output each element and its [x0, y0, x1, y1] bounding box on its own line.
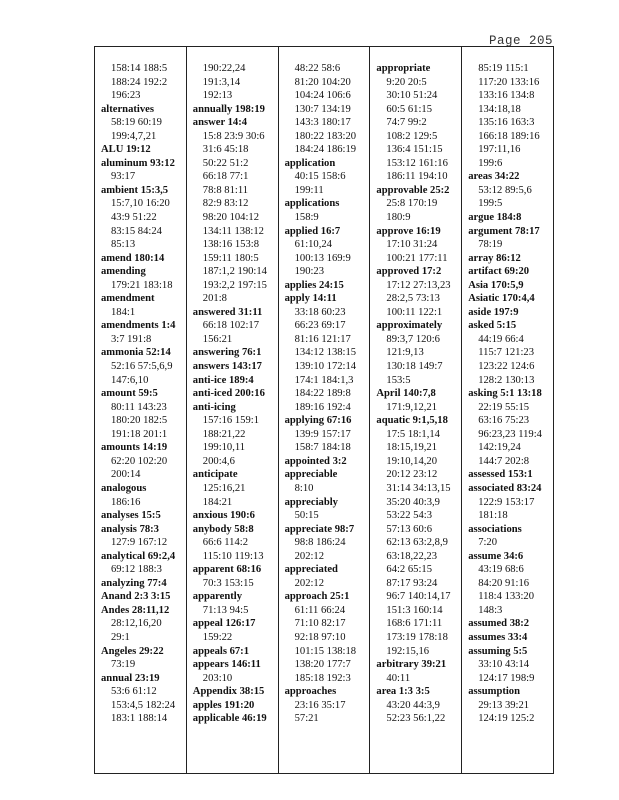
index-reference: 60:5 61:15: [386, 103, 433, 115]
index-term: associated 83:24: [468, 482, 542, 494]
index-term: apples 191:20: [192, 699, 255, 711]
index-reference: 98:20 104:12: [202, 212, 260, 224]
index-reference: 180:22 183:20: [294, 130, 357, 142]
index-column-2: [187, 47, 279, 773]
index-reference: 44:19 66:4: [478, 333, 524, 345]
index-term: Andes 28:11,12: [101, 604, 170, 616]
index-term: assumes 33:4: [468, 631, 528, 643]
index-term: aquatic 9:1,5,18: [376, 415, 448, 427]
index-reference: 100:11 122:1: [386, 306, 443, 318]
index-reference: 157:16 159:1: [202, 415, 260, 427]
index-term: artifact 69:20: [468, 266, 530, 278]
index-reference: 58:19 60:19: [111, 117, 162, 129]
index-term: approach 25:1: [284, 591, 350, 603]
index-reference: 69:12 188:3: [111, 564, 162, 576]
index-reference: 85:13: [111, 239, 136, 251]
page-number: Page 205: [488, 34, 553, 48]
index-term: application: [284, 157, 336, 169]
index-table: [94, 46, 554, 774]
index-term: applies 24:15: [284, 279, 344, 291]
index-reference: 19:10,14,20: [386, 455, 438, 467]
index-term: Asiatic 170:4,4: [468, 293, 535, 305]
index-reference: 187:1,2 190:14: [202, 266, 267, 278]
index-term: approve 16:19: [376, 225, 441, 237]
index-term: assessed 153:1: [468, 469, 533, 481]
index-reference: 64:2 65:15: [386, 564, 433, 576]
index-term: alternatives: [101, 103, 154, 115]
index-reference: 70:3 153:15: [202, 577, 254, 589]
index-reference: 74:7 99:2: [386, 117, 427, 129]
index-reference: 189:16 192:4: [294, 401, 351, 413]
index-reference: 139:9 157:17: [294, 428, 351, 440]
index-reference: 179:21 183:18: [111, 279, 173, 291]
index-reference: 57:13 60:6: [386, 523, 433, 535]
index-reference: 138:16 153:8: [202, 239, 260, 251]
index-reference: 81:20 104:20: [294, 76, 351, 88]
index-reference: 192:13: [202, 90, 233, 102]
index-reference: 100:13 169:9: [294, 252, 351, 264]
index-reference: 71:13 94:5: [202, 604, 249, 616]
index-term: appropriate: [376, 63, 431, 74]
index-term: amend 180:14: [101, 252, 165, 264]
index-term: anxious 190:6: [192, 510, 255, 522]
index-reference: 92:18 97:10: [294, 631, 346, 643]
index-reference: 200:4,6: [202, 455, 235, 467]
index-reference: 108:2 129:5: [386, 130, 438, 142]
index-term: applied 16:7: [284, 225, 341, 237]
index-reference: 153:4,5 182:24: [111, 699, 176, 711]
index-reference: 117:20 133:16: [478, 76, 540, 88]
index-reference: 134:12 138:15: [294, 347, 357, 359]
index-reference: 181:18: [478, 510, 508, 522]
index-reference: 98:8 186:24: [294, 537, 346, 549]
index-reference: 130:7 134:19: [294, 103, 351, 115]
index-reference: 199:6: [478, 157, 503, 169]
index-reference: 184:24 186:19: [294, 144, 357, 156]
index-reference: 147:6,10: [111, 374, 149, 386]
index-reference: 35:20 40:3,9: [386, 496, 440, 508]
index-reference: 180:20 182:5: [111, 415, 168, 427]
index-reference: 156:21: [202, 333, 233, 345]
index-reference: 159:22: [202, 631, 233, 643]
index-reference: 28:2,5 73:13: [386, 293, 440, 305]
index-term: annual 23:19: [101, 672, 160, 684]
index-term: area 1:3 3:5: [376, 686, 430, 698]
index-reference: 168:6 171:11: [386, 618, 443, 630]
index-term: amendment: [101, 293, 155, 305]
index-term: ambient 15:3,5: [101, 184, 169, 196]
index-reference: 144:7 202:8: [478, 455, 530, 467]
index-reference: 158:14 188:5: [111, 63, 168, 74]
index-term: answered 31:11: [192, 306, 263, 318]
index-term: anybody 58:8: [192, 523, 254, 535]
index-column-5: [462, 47, 553, 773]
index-reference: 43:9 51:22: [111, 212, 157, 224]
index-reference: 158:7 184:18: [294, 442, 351, 454]
index-reference: 17:10 31:24: [386, 239, 438, 251]
index-term: argument 78:17: [468, 225, 540, 237]
index-reference: 89:3,7 120:6: [386, 333, 440, 345]
index-reference: 136:4 151:15: [386, 144, 443, 156]
index-term: anti-iced 200:16: [192, 388, 265, 400]
index-reference: 66:23 69:17: [294, 320, 346, 332]
index-term: amounts 14:19: [101, 442, 168, 454]
index-reference: 9:20 20:5: [386, 76, 427, 88]
index-reference: 29:1: [111, 631, 130, 643]
index-reference: 50:15: [294, 510, 319, 522]
index-reference: 139:10 172:14: [294, 361, 357, 373]
index-term: answering 76:1: [192, 347, 262, 359]
index-reference: 166:18 189:16: [478, 130, 540, 142]
index-term: approvable 25:2: [376, 184, 450, 196]
index-term: areas 34:22: [468, 171, 520, 183]
index-reference: 61:11 66:24: [294, 604, 346, 616]
index-term: annually 198:19: [192, 103, 265, 115]
index-reference: 63:16 75:23: [478, 415, 530, 427]
index-reference: 33:18 60:23: [294, 306, 346, 318]
index-term: anticipate: [192, 469, 238, 481]
index-reference: 101:15 138:18: [294, 645, 357, 657]
index-reference: 124:19 125:2: [478, 713, 535, 725]
index-reference: 84:20 91:16: [478, 577, 530, 589]
index-term: apply 14:11: [284, 293, 337, 305]
index-reference: 31:6 45:18: [202, 144, 249, 156]
index-term: appeal 126:17: [192, 618, 256, 630]
index-term: analyses 15:5: [101, 510, 161, 522]
index-reference: 17:5 18:1,14: [386, 428, 440, 440]
index-reference: 134:18,18: [478, 103, 521, 115]
index-term: assume 34:6: [468, 550, 524, 562]
index-reference: 199:11: [294, 184, 324, 196]
index-term: appreciable: [284, 469, 338, 481]
index-term: analysis 78:3: [101, 523, 159, 535]
index-column-3: [279, 47, 371, 773]
index-column-4: [370, 47, 462, 773]
index-reference: 53:12 89:5,6: [478, 184, 532, 196]
index-reference: 190:22,24: [202, 63, 246, 74]
index-term: amendments 1:4: [101, 320, 176, 332]
index-reference: 121:9,13: [386, 347, 424, 359]
index-term: approximately: [376, 320, 443, 332]
index-term: applications: [284, 198, 340, 210]
index-reference: 148:3: [478, 604, 503, 616]
index-term: aluminum 93:12: [101, 157, 175, 169]
index-term: assumed 38:2: [468, 618, 530, 630]
index-reference: 202:12: [294, 577, 325, 589]
index-reference: 115:7 121:23: [478, 347, 535, 359]
index-term: approaches: [284, 686, 337, 698]
index-reference: 18:15,19,21: [386, 442, 438, 454]
index-reference: 30:10 51:24: [386, 90, 438, 102]
index-reference: 61:10,24: [294, 239, 332, 251]
index-reference: 53:22 54:3: [386, 510, 433, 522]
index-reference: 188:21,22: [202, 428, 246, 440]
index-reference: 83:15 84:24: [111, 225, 162, 237]
index-term: apparently: [192, 591, 243, 603]
index-reference: 173:19 178:18: [386, 631, 448, 643]
index-term: asked 5:15: [468, 320, 517, 332]
index-reference: 185:18 192:3: [294, 672, 351, 684]
index-reference: 128:2 130:13: [478, 374, 535, 386]
index-reference: 180:9: [386, 212, 411, 224]
index-reference: 125:16,21: [202, 482, 246, 494]
index-reference: 124:17 198:9: [478, 672, 535, 684]
index-reference: 73:19: [111, 659, 136, 671]
index-term: appreciate 98:7: [284, 523, 355, 535]
index-reference: 191:18 201:1: [111, 428, 168, 440]
index-reference: 130:18 149:7: [386, 361, 443, 373]
index-reference: 87:17 93:24: [386, 577, 438, 589]
index-reference: 78:8 81:11: [202, 184, 249, 196]
index-reference: 188:24 192:2: [111, 76, 168, 88]
index-term: anti-icing: [192, 401, 236, 413]
index-term: associations: [468, 523, 522, 535]
index-reference: 151:3 160:14: [386, 604, 443, 616]
index-term: appears 146:11: [192, 659, 261, 671]
index-reference: 22:19 55:15: [478, 401, 530, 413]
index-reference: 142:19,24: [478, 442, 521, 454]
index-reference: 197:11,16: [478, 144, 521, 156]
index-reference: 96:23,23 119:4: [478, 428, 542, 440]
index-reference: 40:15 158:6: [294, 171, 346, 183]
index-reference: 66:6 114:2: [202, 537, 249, 549]
index-reference: 7:20: [478, 537, 498, 549]
index-reference: 133:16 134:8: [478, 90, 535, 102]
index-term: answer 14:4: [192, 117, 248, 129]
index-term: appreciably: [284, 496, 338, 508]
index-term: appreciated: [284, 564, 338, 576]
index-reference: 199:4,7,21: [111, 130, 157, 142]
index-reference: 8:10: [294, 482, 314, 494]
index-term: anti-ice 189:4: [192, 374, 254, 386]
index-reference: 78:19: [478, 239, 503, 251]
index-term: analogous: [101, 482, 147, 494]
index-reference: 25:8 170:19: [386, 198, 438, 210]
index-reference: 80:11 143:23: [111, 401, 167, 413]
index-reference: 63:18,22,23: [386, 550, 438, 562]
index-term: approved 17:2: [376, 266, 442, 278]
index-term: Angeles 29:22: [101, 645, 164, 657]
index-reference: 159:11 180:5: [202, 252, 259, 264]
index-reference: 184:1: [111, 306, 136, 318]
index-term: array 86:12: [468, 252, 521, 264]
index-term: argue 184:8: [468, 212, 522, 224]
index-reference: 171:9,12,21: [386, 401, 438, 413]
index-reference: 40:11: [386, 672, 411, 684]
index-term: apparent 68:16: [192, 564, 262, 576]
index-reference: 135:16 163:3: [478, 117, 535, 129]
index-term: analytical 69:2,4: [101, 550, 176, 562]
index-reference: 201:8: [202, 293, 227, 305]
index-reference: 17:12 27:13,23: [386, 279, 451, 291]
index-reference: 62:20 102:20: [111, 455, 168, 467]
index-reference: 134:11 138:12: [202, 225, 264, 237]
index-term: arbitrary 39:21: [376, 659, 447, 671]
index-reference: 191:3,14: [202, 76, 241, 88]
index-reference: 158:9: [294, 212, 319, 224]
index-reference: 143:3 180:17: [294, 117, 351, 129]
index-reference: 184:21: [202, 496, 233, 508]
index-term: answers 143:17: [192, 361, 262, 373]
index-reference: 33:10 43:14: [478, 659, 530, 671]
index-reference: 50:22 51:2: [202, 157, 249, 169]
index-term: assumption: [468, 686, 520, 698]
index-reference: 153:12 161:16: [386, 157, 448, 169]
index-reference: 93:17: [111, 171, 136, 183]
index-reference: 123:22 124:6: [478, 361, 535, 373]
index-reference: 192:15,16: [386, 645, 430, 657]
index-term: appeals 67:1: [192, 645, 250, 657]
index-reference: 48:22 58:6: [294, 63, 341, 74]
index-term: amending: [101, 266, 146, 278]
index-reference: 100:21 177:11: [386, 252, 448, 264]
index-term: ALU 19:12: [101, 144, 151, 156]
index-reference: 199:10,11: [202, 442, 246, 454]
index-reference: 190:23: [294, 266, 325, 278]
index-reference: 62:13 63:2,8,9: [386, 537, 448, 549]
index-reference: 29:13 39:21: [478, 699, 530, 711]
index-term: assuming 5:5: [468, 645, 528, 657]
index-term: ammonia 52:14: [101, 347, 171, 359]
index-term: aside 197:9: [468, 306, 519, 318]
index-reference: 196:23: [111, 90, 141, 102]
index-reference: 23:16 35:17: [294, 699, 346, 711]
index-reference: 3:7 191:8: [111, 333, 152, 345]
index-term: appointed 3:2: [284, 455, 347, 467]
index-reference: 31:14 34:13,15: [386, 482, 451, 494]
index-reference: 66:18 102:17: [202, 320, 260, 332]
index-reference: 85:19 115:1: [478, 63, 529, 74]
index-term: April 140:7,8: [376, 388, 436, 400]
index-reference: 183:1 188:14: [111, 713, 168, 725]
index-reference: 122:9 153:17: [478, 496, 535, 508]
index-term: analyzing 77:4: [101, 577, 167, 589]
index-reference: 104:24 106:6: [294, 90, 351, 102]
index-reference: 186:16: [111, 496, 141, 508]
index-reference: 184:22 189:8: [294, 388, 351, 400]
index-reference: 186:11 194:10: [386, 171, 448, 183]
index-reference: 115:10 119:13: [202, 550, 264, 562]
index-reference: 52:23 56:1,22: [386, 713, 446, 725]
index-reference: 15:7,10 16:20: [111, 198, 170, 210]
index-reference: 203:10: [202, 672, 233, 684]
index-reference: 200:14: [111, 469, 141, 481]
index-term: Anand 2:3 3:15: [101, 591, 171, 603]
index-reference: 52:16 57:5,6,9: [111, 361, 173, 373]
index-term: asking 5:1 13:18: [468, 388, 542, 400]
index-reference: 81:16 121:17: [294, 333, 351, 345]
index-term: applicable 46:19: [192, 713, 267, 725]
index-term: amount 59:5: [101, 388, 158, 400]
index-reference: 174:1 184:1,3: [294, 374, 354, 386]
index-reference: 193:2,2 197:15: [202, 279, 267, 291]
index-reference: 43:20 44:3,9: [386, 699, 440, 711]
index-reference: 28:12,16,20: [111, 618, 162, 630]
index-reference: 66:18 77:1: [202, 171, 249, 183]
index-term: Appendix 38:15: [192, 686, 265, 698]
index-term: applying 67:16: [284, 415, 352, 427]
index-reference: 20:12 23:12: [386, 469, 438, 481]
index-reference: 57:21: [294, 713, 319, 725]
index-reference: 15:8 23:9 30:6: [202, 130, 265, 142]
index-reference: 202:12: [294, 550, 325, 562]
index-reference: 43:19 68:6: [478, 564, 524, 576]
index-column-1: [95, 47, 187, 773]
index-reference: 138:20 177:7: [294, 659, 351, 671]
index-reference: 118:4 133:20: [478, 591, 535, 603]
index-reference: 82:9 83:12: [202, 198, 249, 210]
index-reference: 153:5: [386, 374, 411, 386]
index-reference: 127:9 167:12: [111, 537, 168, 549]
index-term: Asia 170:5,9: [468, 279, 524, 291]
index-reference: 53:6 61:12: [111, 686, 157, 698]
index-reference: 71:10 82:17: [294, 618, 346, 630]
index-reference: 96:7 140:14,17: [386, 591, 451, 603]
index-reference: 199:5: [478, 198, 503, 210]
